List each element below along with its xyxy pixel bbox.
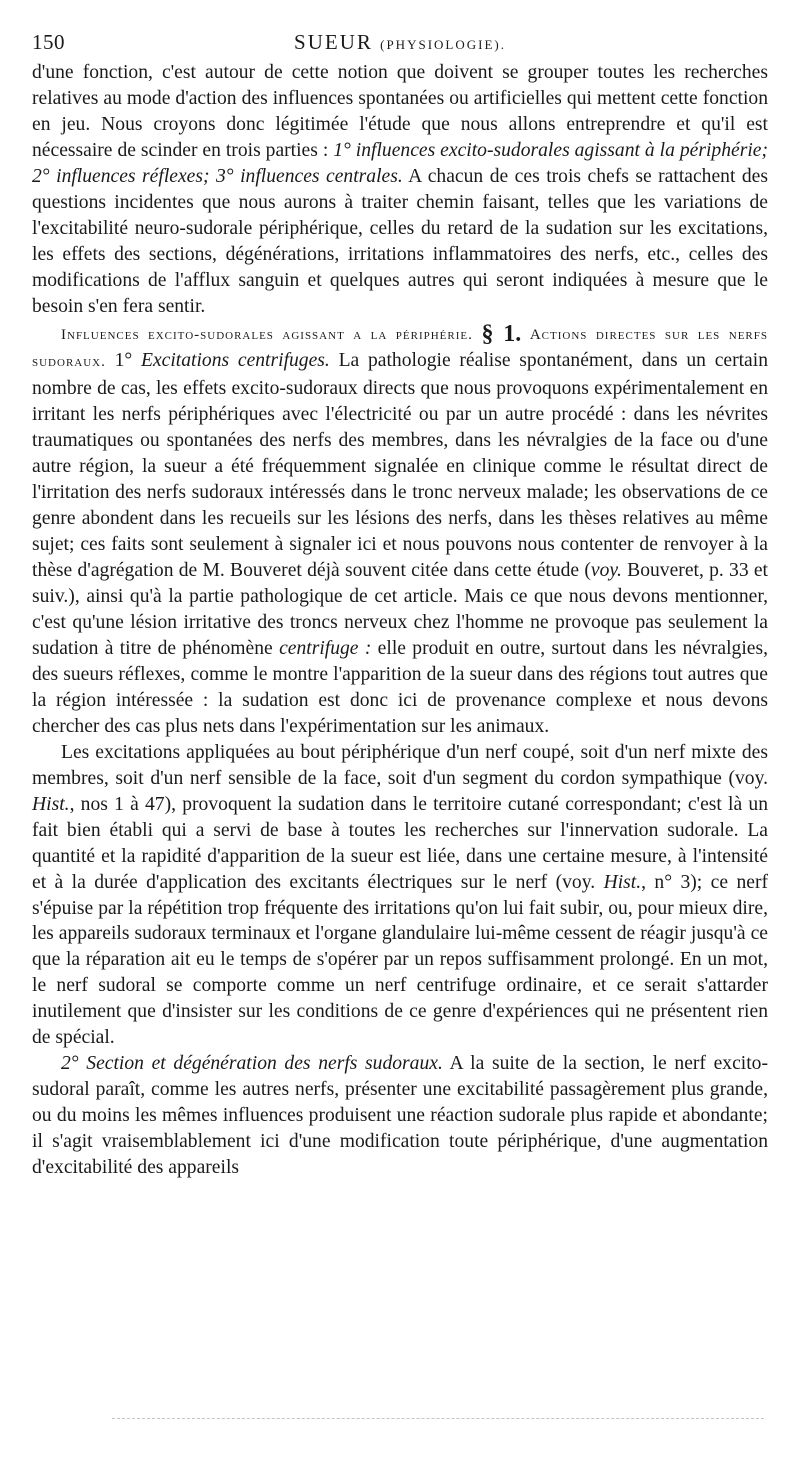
running-title-sub: (PHYSIOLOGIE). bbox=[380, 37, 506, 52]
bottom-rule bbox=[112, 1418, 764, 1419]
text-run: La pathologie réalise spontanément, dans un certain nombre de cas, les effets excito-sudoraux directs que nous provoquons expérimentalement en irritant les nerfs périphériques avec l'électricité ou par un autre procédé : dans les névrites traumatiques ou spontanées des nerfs des membres, dans les névralgies de la face ou d'une autre région, la sueur a été fréquemment signalée en clinique comme le résultat direct de l'irritation des nerfs sudoraux intéressés dans le tronc nerveux malade; les observations de ce genre abondent dans les recueils sur les lésions des nerfs, dans les thèses relatives au même sujet; ces faits sont seulement à signaler ici et nous pouvons nous contenter de renvoyer à la thèse d'agrégation de M. Bouveret déjà souvent citée dans cette étude ( bbox=[32, 350, 768, 582]
text-run: d'une fonction, c'est autour de cette notion que doivent se grouper toutes les recherches relatives au mode d'action des influences spontanées ou artificielles qui mettent cette fonction en jeu. Nous croyons donc légitimée l'étude que nous allons entreprendre et qu'il est nécessaire de scinder en trois parties : bbox=[32, 62, 768, 161]
book-page bbox=[32, 30, 768, 1181]
text-run: , nos 1 à 47), provoquent la sudation dans le territoire cutané correspondant; c'est là un fait bien établi qui a servi de base à toutes les recherches sur l'innervation sudorale. La quantité et la rapidité d'apparition de la sueur est liée, dans une certaine mesure, à l'intensité et à la durée d'application des excitants électriques sur le nerf (voy. bbox=[32, 793, 768, 893]
italic-run: voy. bbox=[590, 560, 622, 582]
text-run: , n° 3); ce nerf s'épuise par la répétition trop fréquente des irritations qu'on lui fait subir, ou, pour mieux dire, les appareils sudoraux terminaux et l'organe glandulaire lui-même cessent de réagir jusqu'à ce que la réparation ait eu le temps de s'opérer par un repos suffisamment prolongé. En un mot, le nerf sudoral se comporte comme un nerf centrifuge ordinaire, et ce serait s'attarder inutilement que d'insister sur les conditions de ce genre d'expériences qui ne présentent rien de spécial. bbox=[32, 871, 768, 1049]
italic-run: centrifuge : bbox=[279, 637, 372, 659]
italic-run: Excitations centrifuges. bbox=[140, 350, 330, 372]
italic-run: Hist. bbox=[32, 793, 70, 815]
page-number: 150 bbox=[32, 30, 65, 54]
running-title bbox=[32, 30, 768, 55]
text-run: A chacun de ces trois chefs se rattachent des questions incidentes que nous aurons à traiter chemin faisant, telles que les variations de l'excitabilité neuro-sudorale périphérique, celles du retard de la sudation sur les excitations, les effets des sections, dégénérations, irritations inflammatoires des nerfs, etc., celles des modifications de l'afflux sanguin et quelques autres qui seront indiquées à mesure que le besoin s'en fera sentir. bbox=[32, 165, 768, 317]
running-head bbox=[32, 30, 768, 60]
italic-run: Hist. bbox=[603, 871, 642, 893]
paragraph-section-degeneration bbox=[32, 1051, 768, 1181]
text-run: elle produit en outre, surtout dans les névralgies, des sueurs réflexes, comme le montre l'apparition de la sueur dans des régions tout autres que la région intéressée : la sudation est donc ici de provenance complexe et nous devons chercher des cas plus nets dans l'expérimentation sur les animaux. bbox=[32, 637, 768, 737]
item-number: 1° bbox=[114, 350, 133, 372]
italic-run: 2° Section et dégénération des nerfs sudoraux. bbox=[61, 1053, 443, 1075]
paragraph-intro bbox=[32, 60, 768, 320]
section-mark: § 1. bbox=[481, 320, 522, 347]
text-run: Bouveret, p. 33 et suiv.), ainsi qu'à la partie pathologique de cet article. Mais ce que nous devons mentionner, c'est qu'une lésion irritative des troncs nerveux chez l'homme ne provoque pas seulement la sudation à titre de phénomène bbox=[32, 560, 768, 659]
italic-run: 1° influences excito-sudorales agissant à la périphérie; 2° influences réflexes; 3° influences centrales. bbox=[32, 139, 768, 187]
text-run: Les excitations appliquées au bout périphérique d'un nerf coupé, soit d'un nerf mixte des membres, soit d'un nerf sensible de la face, soit d'un segment du cordon sympathique (voy. bbox=[32, 741, 768, 789]
paragraph-section-1 bbox=[32, 320, 768, 740]
running-title-main: SUEUR bbox=[294, 30, 373, 54]
subsection-heading: Actions directes sur les nerfs sudoraux. bbox=[32, 326, 769, 371]
text-run: A la suite de la section, le nerf excito-sudoral paraît, comme les autres nerfs, présenter une excitabilité passagèrement plus grande, ou du moins les mêmes influences produisent une réaction sudorale plus rapide et abondante; il s'agit vraisemblablement ici d'une modification toute périphérique, d'une augmentation d'excitabilité des appareils bbox=[32, 1053, 768, 1179]
section-heading: Influences excito-sudorales agissant a la périphérie. bbox=[61, 326, 473, 343]
paragraph-excitations bbox=[32, 740, 768, 1051]
